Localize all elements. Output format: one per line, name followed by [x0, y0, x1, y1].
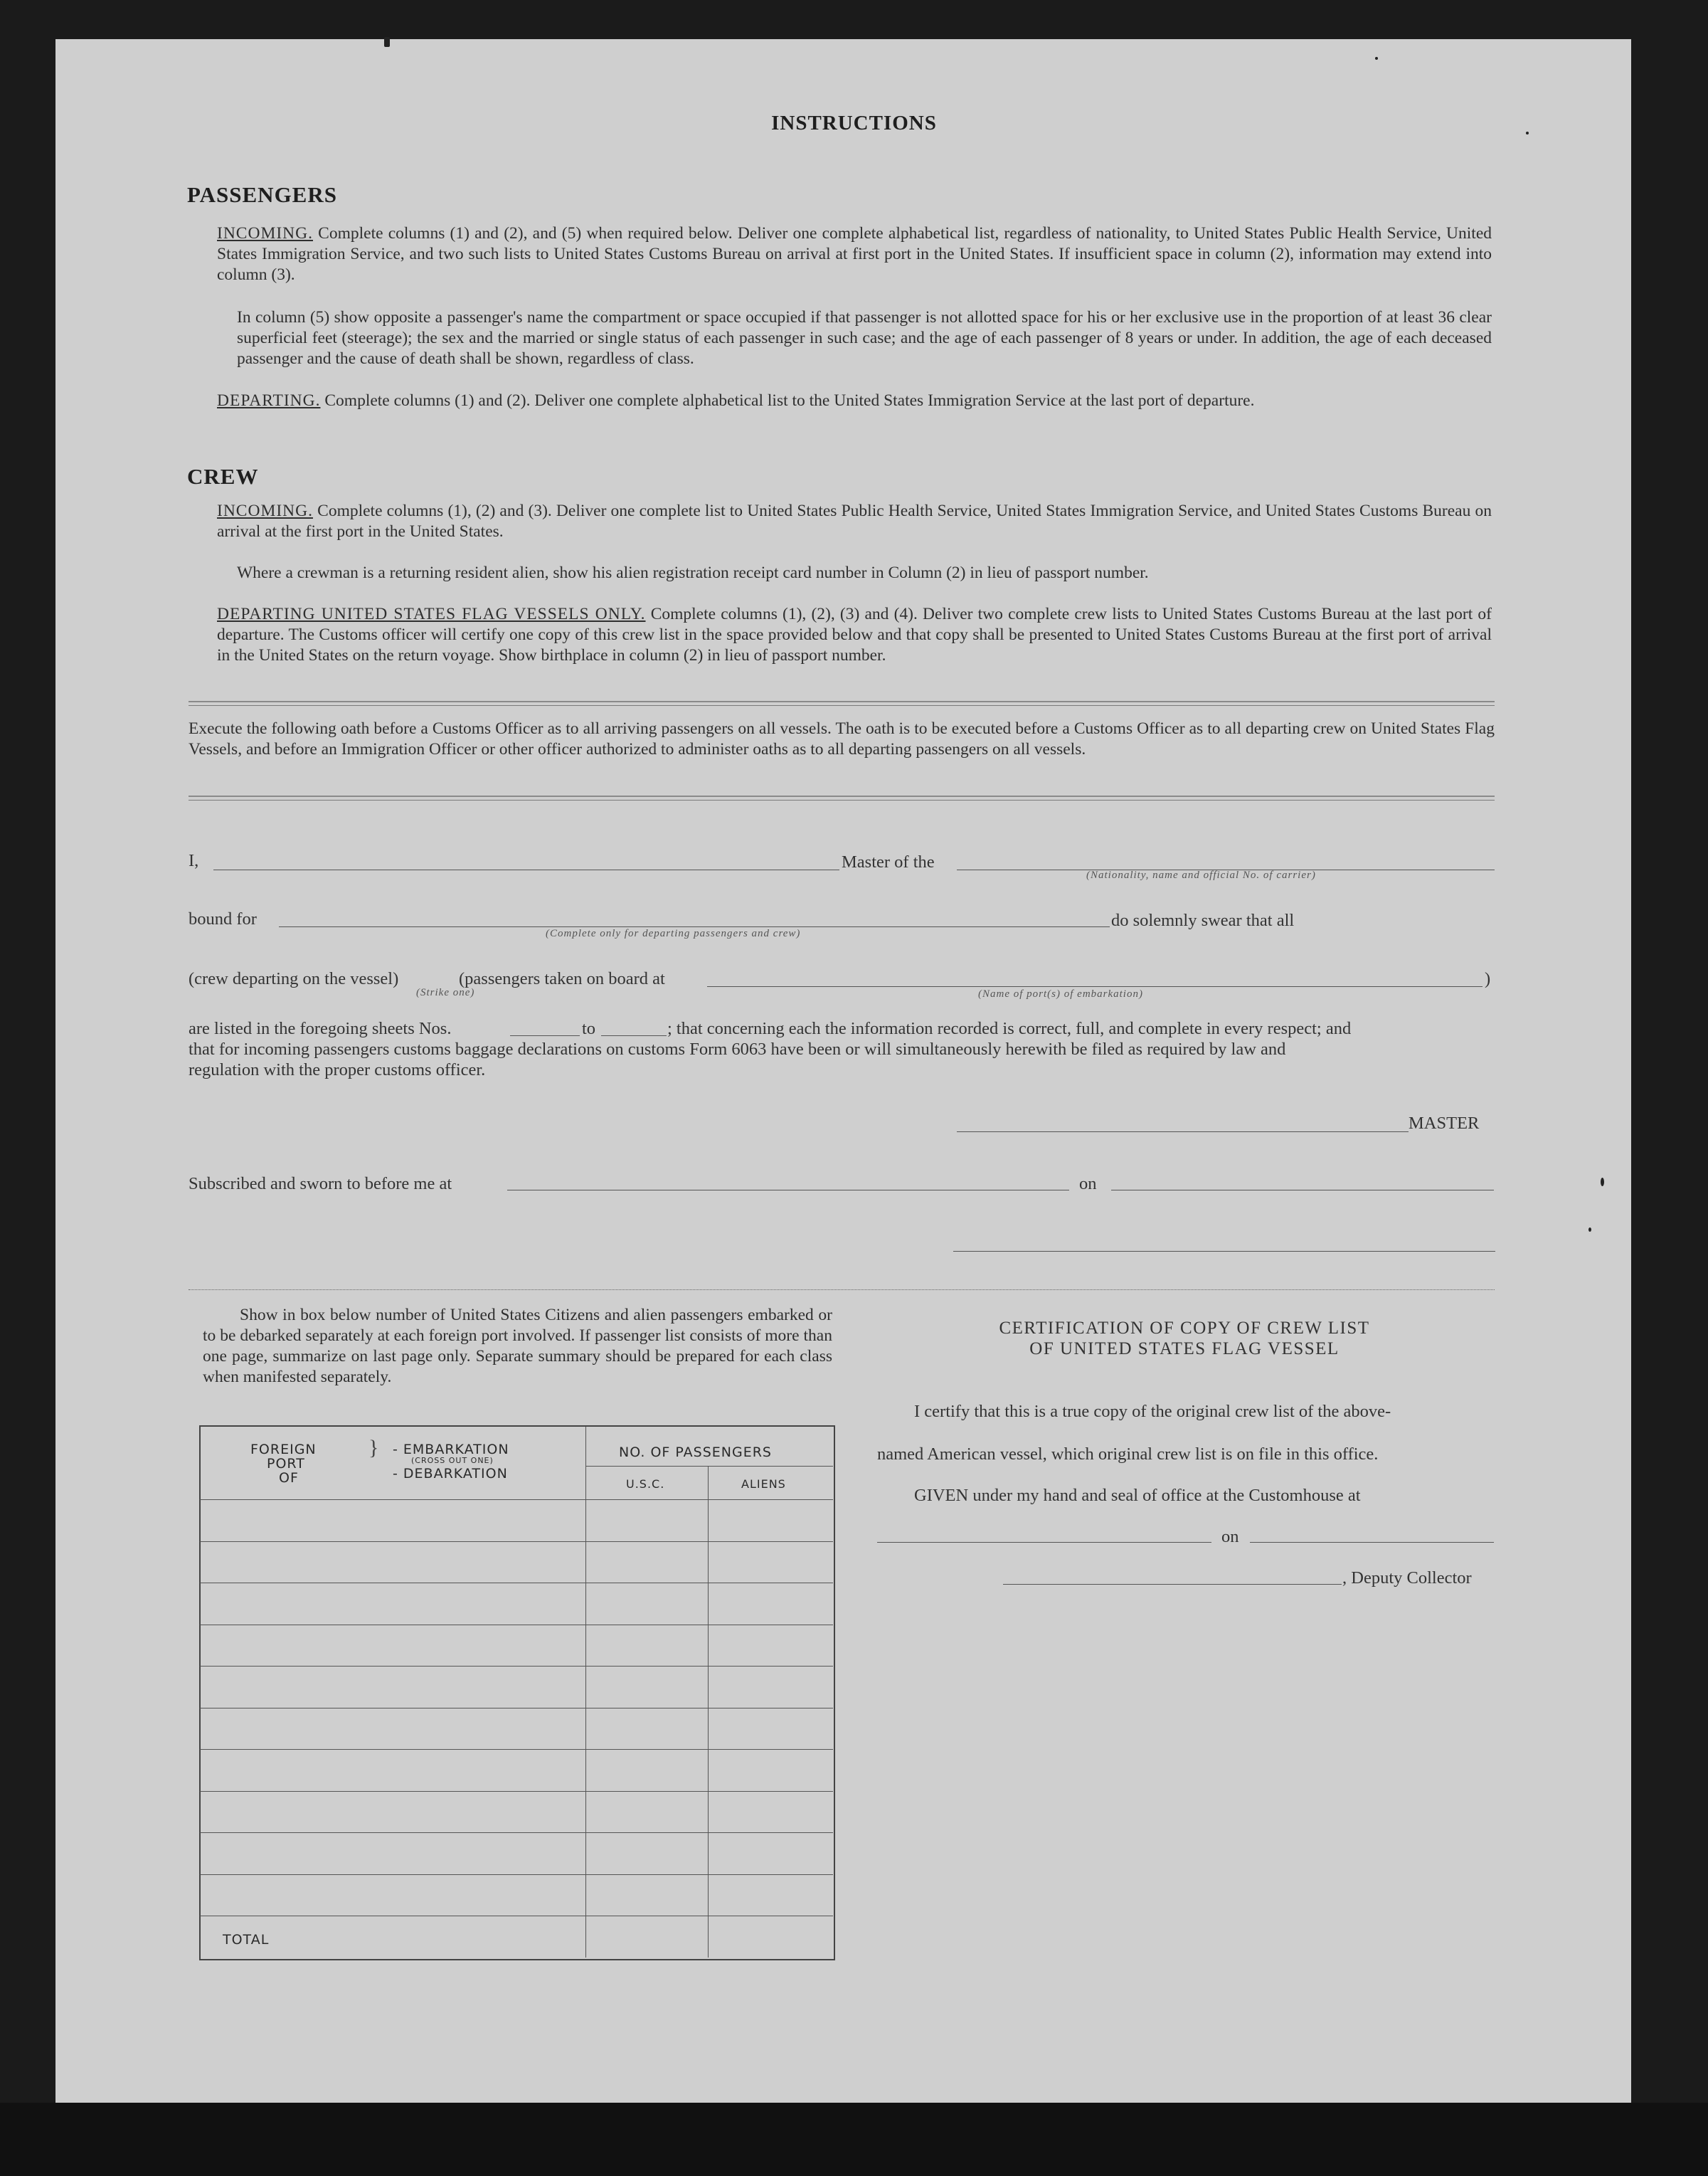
brace-icon: } [368, 1436, 379, 1459]
crew-incoming-paragraph [217, 501, 1492, 542]
crew-departing-text: Complete columns (1), (2), (3) and (4). Deliver two complete crew lists to United States Customs Bureau at the last port of departure. The Customs officer will certify one copy of this crew list in the space provided below and that copy shall be presented to United States Customs Bureau at the first port of arrival in the United States on the return voyage. Show birthplace in column (2) in lieu of passport number. [217, 605, 1492, 665]
bound-for-label: bound for [189, 909, 257, 929]
ports-caption: (Name of port(s) of embarkation) [978, 988, 1143, 1000]
passenger-summary-table [199, 1425, 835, 1960]
oath-line-3: regulation with the proper customs officer. [189, 1060, 486, 1079]
port-label: PORT [267, 1456, 305, 1472]
crew-departing-label: (crew departing on the vessel) [189, 969, 399, 988]
on-label: on [1079, 1174, 1097, 1193]
table-row-line [200, 1749, 833, 1750]
scan-speck [1601, 1178, 1604, 1186]
foreign-label: FOREIGN [250, 1442, 317, 1457]
oath-instruction: Execute the following oath before a Customs Officer as to all arriving passengers on all vessels. The oath is to be executed before a Customs Officer as to all departing crew on United States Flag Vessels, and before an Immigration Officer or other officer authorized to administer oaths as to all departing passengers on all vessels. [189, 719, 1495, 759]
divider [189, 701, 1495, 702]
swear-label: do solemnly swear that all [1111, 911, 1295, 930]
customhouse-field[interactable] [877, 1542, 1211, 1543]
deputy-signature-field[interactable] [1003, 1584, 1342, 1585]
aliens-label: ALIENS [741, 1477, 786, 1491]
table-row-line [200, 1791, 833, 1792]
certification-line-1: I certify that this is a true copy of the original crew list of the above- [914, 1402, 1391, 1421]
embarkation-label: - EMBARKATION [393, 1442, 509, 1457]
scan-speck [1375, 57, 1378, 60]
close-paren: ) [1485, 969, 1491, 988]
sheet-from-field[interactable] [510, 1035, 580, 1036]
certification-line-2: named American vessel, which original crew list is on file in this office. [877, 1444, 1379, 1464]
table-row-line [200, 1541, 833, 1542]
oath-line-2: that for incoming passengers customs baggage declarations on customs Form 6063 have been or will simultaneously herewith be filed as required by law and [189, 1040, 1286, 1059]
usc-label: U.S.C. [626, 1477, 665, 1491]
table-row-line [200, 1666, 833, 1667]
passengers-departing-lead: DEPARTING. [217, 391, 321, 410]
crew-resident-paragraph: Where a crewman is a returning resident alien, show his alien registration receipt card number in Column (2) in lieu of passport number. [237, 564, 1149, 582]
subscribed-label: Subscribed and sworn to before me at [189, 1174, 452, 1193]
passengers-incoming-text: Complete columns (1) and (2), and (5) when required below. Deliver one complete alphabetical list, regardless of nationality, to United States Public Health Service, United States Immigration Service, and two such lists to United States Customs Bureau on arrival at first port in the United States. If insufficient space in column (2), information may extend into column (3). [217, 224, 1492, 284]
deputy-collector-label: , Deputy Collector [1342, 1568, 1472, 1588]
no-passengers-label: NO. OF PASSENGERS [619, 1444, 772, 1460]
certification-date-field[interactable] [1250, 1542, 1494, 1543]
summary-note: Show in box below number of United States Citizens and alien passengers embarked or to be debarked separately at each foreign port involved. If passenger list consists of more than one page, summarize on last page only. Separate summary should be prepared for each class when manifested separately. [203, 1306, 832, 1386]
crew-heading: CREW [187, 464, 259, 489]
passengers-incoming-lead: INCOMING. [217, 224, 313, 243]
strike-one-caption: (Strike one) [416, 987, 475, 998]
divider [189, 800, 1495, 801]
oath-i-label: I, [189, 851, 199, 870]
passengers-departing-paragraph [217, 391, 1492, 411]
ports-field[interactable] [707, 986, 1482, 987]
crew-departing-paragraph [217, 604, 1492, 666]
divider [189, 796, 1495, 797]
listed-rest: ; that concerning each the information recorded is correct, full, and complete in every respect; and [667, 1019, 1352, 1038]
listed-start: are listed in the foregoing sheets Nos. [189, 1019, 452, 1038]
carrier-caption: (Nationality, name and official No. of carrier) [1086, 870, 1316, 881]
table-divider [708, 1466, 709, 1958]
table-header-bottom [200, 1499, 833, 1500]
divider [189, 1289, 1495, 1290]
officer-signature-field[interactable] [953, 1251, 1495, 1252]
of-label: OF [279, 1470, 299, 1486]
passengers-heading: PASSENGERS [187, 182, 337, 207]
debarkation-label: - DEBARKATION [393, 1466, 508, 1482]
table-divider [585, 1427, 586, 1958]
passengers-incoming-paragraph [217, 223, 1492, 285]
table-row-line [200, 1874, 833, 1875]
certification-title-2: OF UNITED STATES FLAG VESSEL [1029, 1339, 1340, 1358]
table-divider [585, 1466, 833, 1467]
crew-incoming-text: Complete columns (1), (2) and (3). Deliver one complete list to United States Public Health Service, United States Immigration Service, and United States Customs Bureau on arrival at the first port in the United States. [217, 502, 1492, 541]
instructions-title: INSTRUCTIONS [771, 112, 937, 134]
departing-caption: (Complete only for departing passengers and crew) [546, 928, 801, 939]
passengers-departing-text: Complete columns (1) and (2). Deliver one complete alphabetical list to the United States Immigration Service at the last port of departure. [324, 391, 1255, 410]
crew-departing-lead: DEPARTING UNITED STATES FLAG VESSELS ONLY. [217, 605, 646, 623]
scan-speck [1588, 1227, 1591, 1232]
certification-title-1: CERTIFICATION OF COPY OF CREW LIST [999, 1319, 1370, 1338]
sheet-to-field[interactable] [601, 1035, 667, 1036]
total-label: TOTAL [223, 1932, 270, 1948]
bound-for-field[interactable] [279, 926, 1110, 927]
master-signature-label: MASTER [1409, 1114, 1480, 1133]
master-signature-field[interactable] [957, 1131, 1409, 1132]
crew-incoming-lead: INCOMING. [217, 502, 313, 520]
certification-line-3: GIVEN under my hand and seal of office at the Customhouse at [914, 1486, 1361, 1505]
certification-on: on [1221, 1527, 1239, 1546]
scan-background [0, 2103, 1708, 2176]
passengers-column5-paragraph: In column (5) show opposite a passenger's name the compartment or space occupied if that passenger is not allotted space for his or her exclusive use in the proportion of at least 36 clear superficial feet (steerage); the sex and the married or single status of each passenger in such case; and the age of each passenger of 8 years or under. In addition, the age of each deceased passenger and the cause of death shall be shown, regardless of class. [237, 308, 1492, 368]
listed-to: to [582, 1019, 596, 1038]
table-row-line [200, 1832, 833, 1833]
cross-out-label: (CROSS OUT ONE) [411, 1456, 494, 1465]
passengers-taken-label: (passengers taken on board at [459, 969, 665, 988]
master-of-the-label: Master of the [842, 852, 935, 872]
scan-speck [384, 37, 390, 47]
divider [189, 705, 1495, 706]
